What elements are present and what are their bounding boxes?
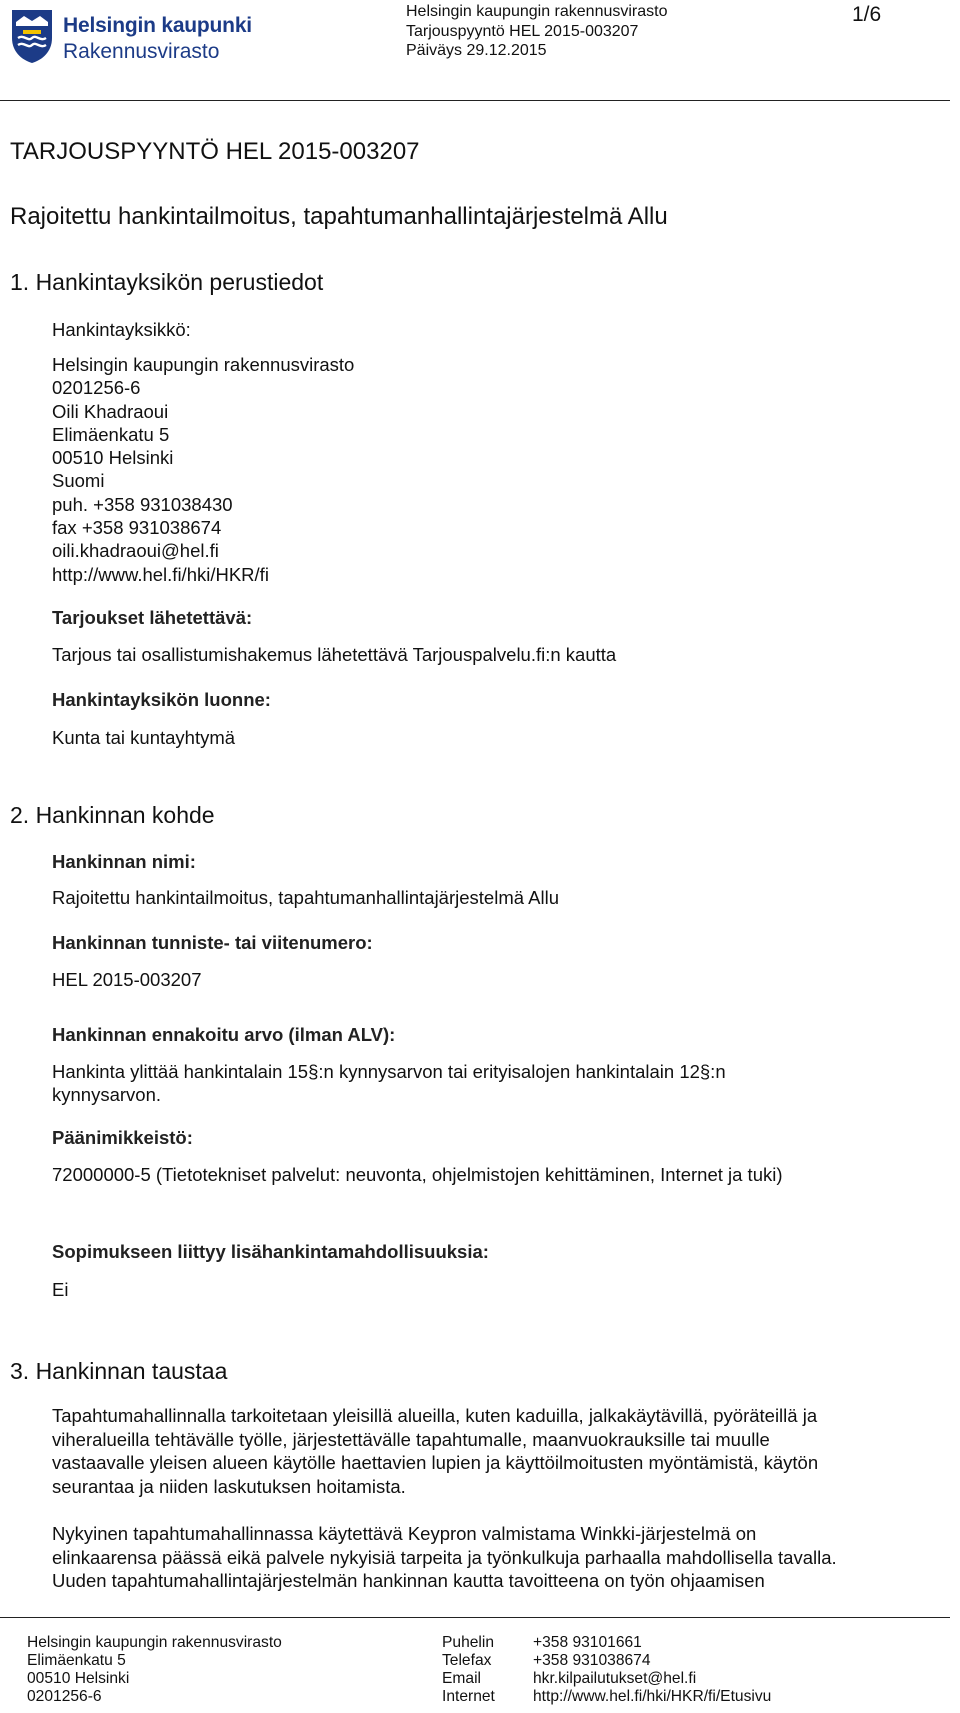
estimated-value-text [52,1060,726,1107]
footer-divider [0,1617,950,1618]
unit-name: Helsingin kaupungin rakennusvirasto [52,354,355,375]
estimated-value-line: Hankinta ylittää hankintalain 15§:n kynnysarvon tai erityisalojen hankintalain 12§:n [52,1061,726,1082]
contracting-unit-details [52,353,354,586]
paragraph-line: Uuden tapahtumahallintajärjestelmän hankinnan kautta tavoitteena on työn ohjaamisen [52,1570,765,1591]
unit-business-id: 0201256-6 [52,377,141,399]
section-3-heading: 3. Hankinnan taustaa [10,1358,228,1384]
estimated-value-label: Hankinnan ennakoitu arvo (ilman ALV): [52,1024,396,1045]
procurement-name-value: Rajoitettu hankintailmoitus, tapahtumanhallintajärjestelmä Allu [52,887,559,908]
unit-country: Suomi [52,470,105,492]
unit-email-link[interactable]: oili.khadraoui@hel.fi [52,540,219,562]
unit-nature-label: Hankintayksikön luonne: [52,689,271,710]
send-offers-value: Tarjous tai osallistumishakemus lähetettävä Tarjouspalvelu.fi:n kautta [52,644,617,665]
header-meta [406,2,668,61]
procurement-name-label: Hankinnan nimi: [52,851,196,872]
background-paragraph-2 [52,1522,932,1593]
paragraph-line: elinkaarensa päässä eikä palvele nykyisiä tarpeita ja työnkulkuja parhaalla mahdollisella tavalla. [52,1546,837,1568]
footer-business-id: 0201256-6 [27,1687,102,1705]
procurement-id-value: HEL 2015-003207 [52,969,202,990]
contracting-unit-label: Hankintayksikkö: [52,319,191,340]
footer-fax-label: Telefax [442,1651,492,1669]
footer-email-label: Email [442,1669,481,1687]
footer-contact-values [533,1634,771,1706]
footer-fax-value: +358 931038674 [533,1651,651,1669]
cpv-value: 72000000-5 (Tietotekniset palvelut: neuvonta, ohjelmistojen kehittäminen, Internet ja tuki) [52,1164,783,1185]
footer-phone-value: +358 93101661 [533,1634,642,1651]
send-offers-label: Tarjoukset lähetettävä: [52,607,253,628]
footer-contact-labels [442,1634,495,1706]
page-number: 1/6 [852,3,882,26]
footer-phone-label: Puhelin [442,1634,495,1651]
paragraph-line: vastaavalle yleisen alueen käytölle haettavien lupien ja käyttöilmoitusten myöntämistä, käytön [52,1452,819,1473]
footer-street: Elimäenkatu 5 [27,1651,126,1669]
document-subtitle: Rajoitettu hankintailmoitus, tapahtumanhallintajärjestelmä Allu [10,203,668,230]
additional-options-value: Ei [52,1279,69,1300]
unit-nature-value: Kunta tai kuntayhtymä [52,727,236,748]
section-2-heading: 2. Hankinnan kohde [10,802,215,828]
header-divider [0,100,950,101]
footer-email-link[interactable]: hkr.kilpailutukset@hel.fi [533,1669,697,1687]
footer-website-link[interactable]: http://www.hel.fi/hki/HKR/fi/Etusivu [533,1687,772,1705]
document-title: TARJOUSPYYNTÖ HEL 2015-003207 [10,138,420,165]
additional-options-label: Sopimukseen liittyy lisähankintamahdollisuuksia: [52,1241,489,1262]
header-org: Helsingin kaupungin rakennusvirasto [406,3,668,20]
estimated-value-line: kynnysarvon. [52,1084,161,1106]
logo-department-name: Rakennusvirasto [63,40,220,63]
paragraph-line: Tapahtumahallinnalla tarkoitetaan yleisillä alueilla, kuten kaduilla, jalkakäytävillä, pyöräteillä ja [52,1405,818,1426]
helsinki-crest-icon [10,8,54,64]
unit-fax: fax +358 931038674 [52,517,222,539]
footer-postal: 00510 Helsinki [27,1669,130,1687]
cpv-label: Päänimikkeistö: [52,1127,193,1148]
header-date: Päiväys 29.12.2015 [406,42,547,59]
city-logo [10,8,250,64]
paragraph-line: seurantaa ja niiden laskutuksen hoitamista. [52,1475,406,1497]
header-doc-ref: Tarjouspyyntö HEL 2015-003207 [406,22,639,40]
footer-address [27,1634,282,1706]
paragraph-line: viheralueilla tehtävälle työlle, järjestettävälle tapahtumalle, maanvuokrauksille tai muulle [52,1428,770,1450]
unit-postal: 00510 Helsinki [52,447,174,469]
unit-street: Elimäenkatu 5 [52,423,170,445]
logo-city-name: Helsingin kaupunki [63,14,252,37]
background-paragraph-1 [52,1404,932,1498]
unit-contact-person: Oili Khadraoui [52,400,169,422]
footer-internet-label: Internet [442,1687,495,1705]
footer-org: Helsingin kaupungin rakennusvirasto [27,1634,282,1651]
unit-phone: puh. +358 931038430 [52,493,233,515]
unit-website-link[interactable]: http://www.hel.fi/hki/HKR/fi [52,563,269,585]
paragraph-line: Nykyinen tapahtumahallinnassa käytettävä Keypron valmistama Winkki-järjestelmä on [52,1523,757,1544]
procurement-id-label: Hankinnan tunniste- tai viitenumero: [52,932,373,953]
section-1-heading: 1. Hankintayksikön perustiedot [10,269,324,295]
